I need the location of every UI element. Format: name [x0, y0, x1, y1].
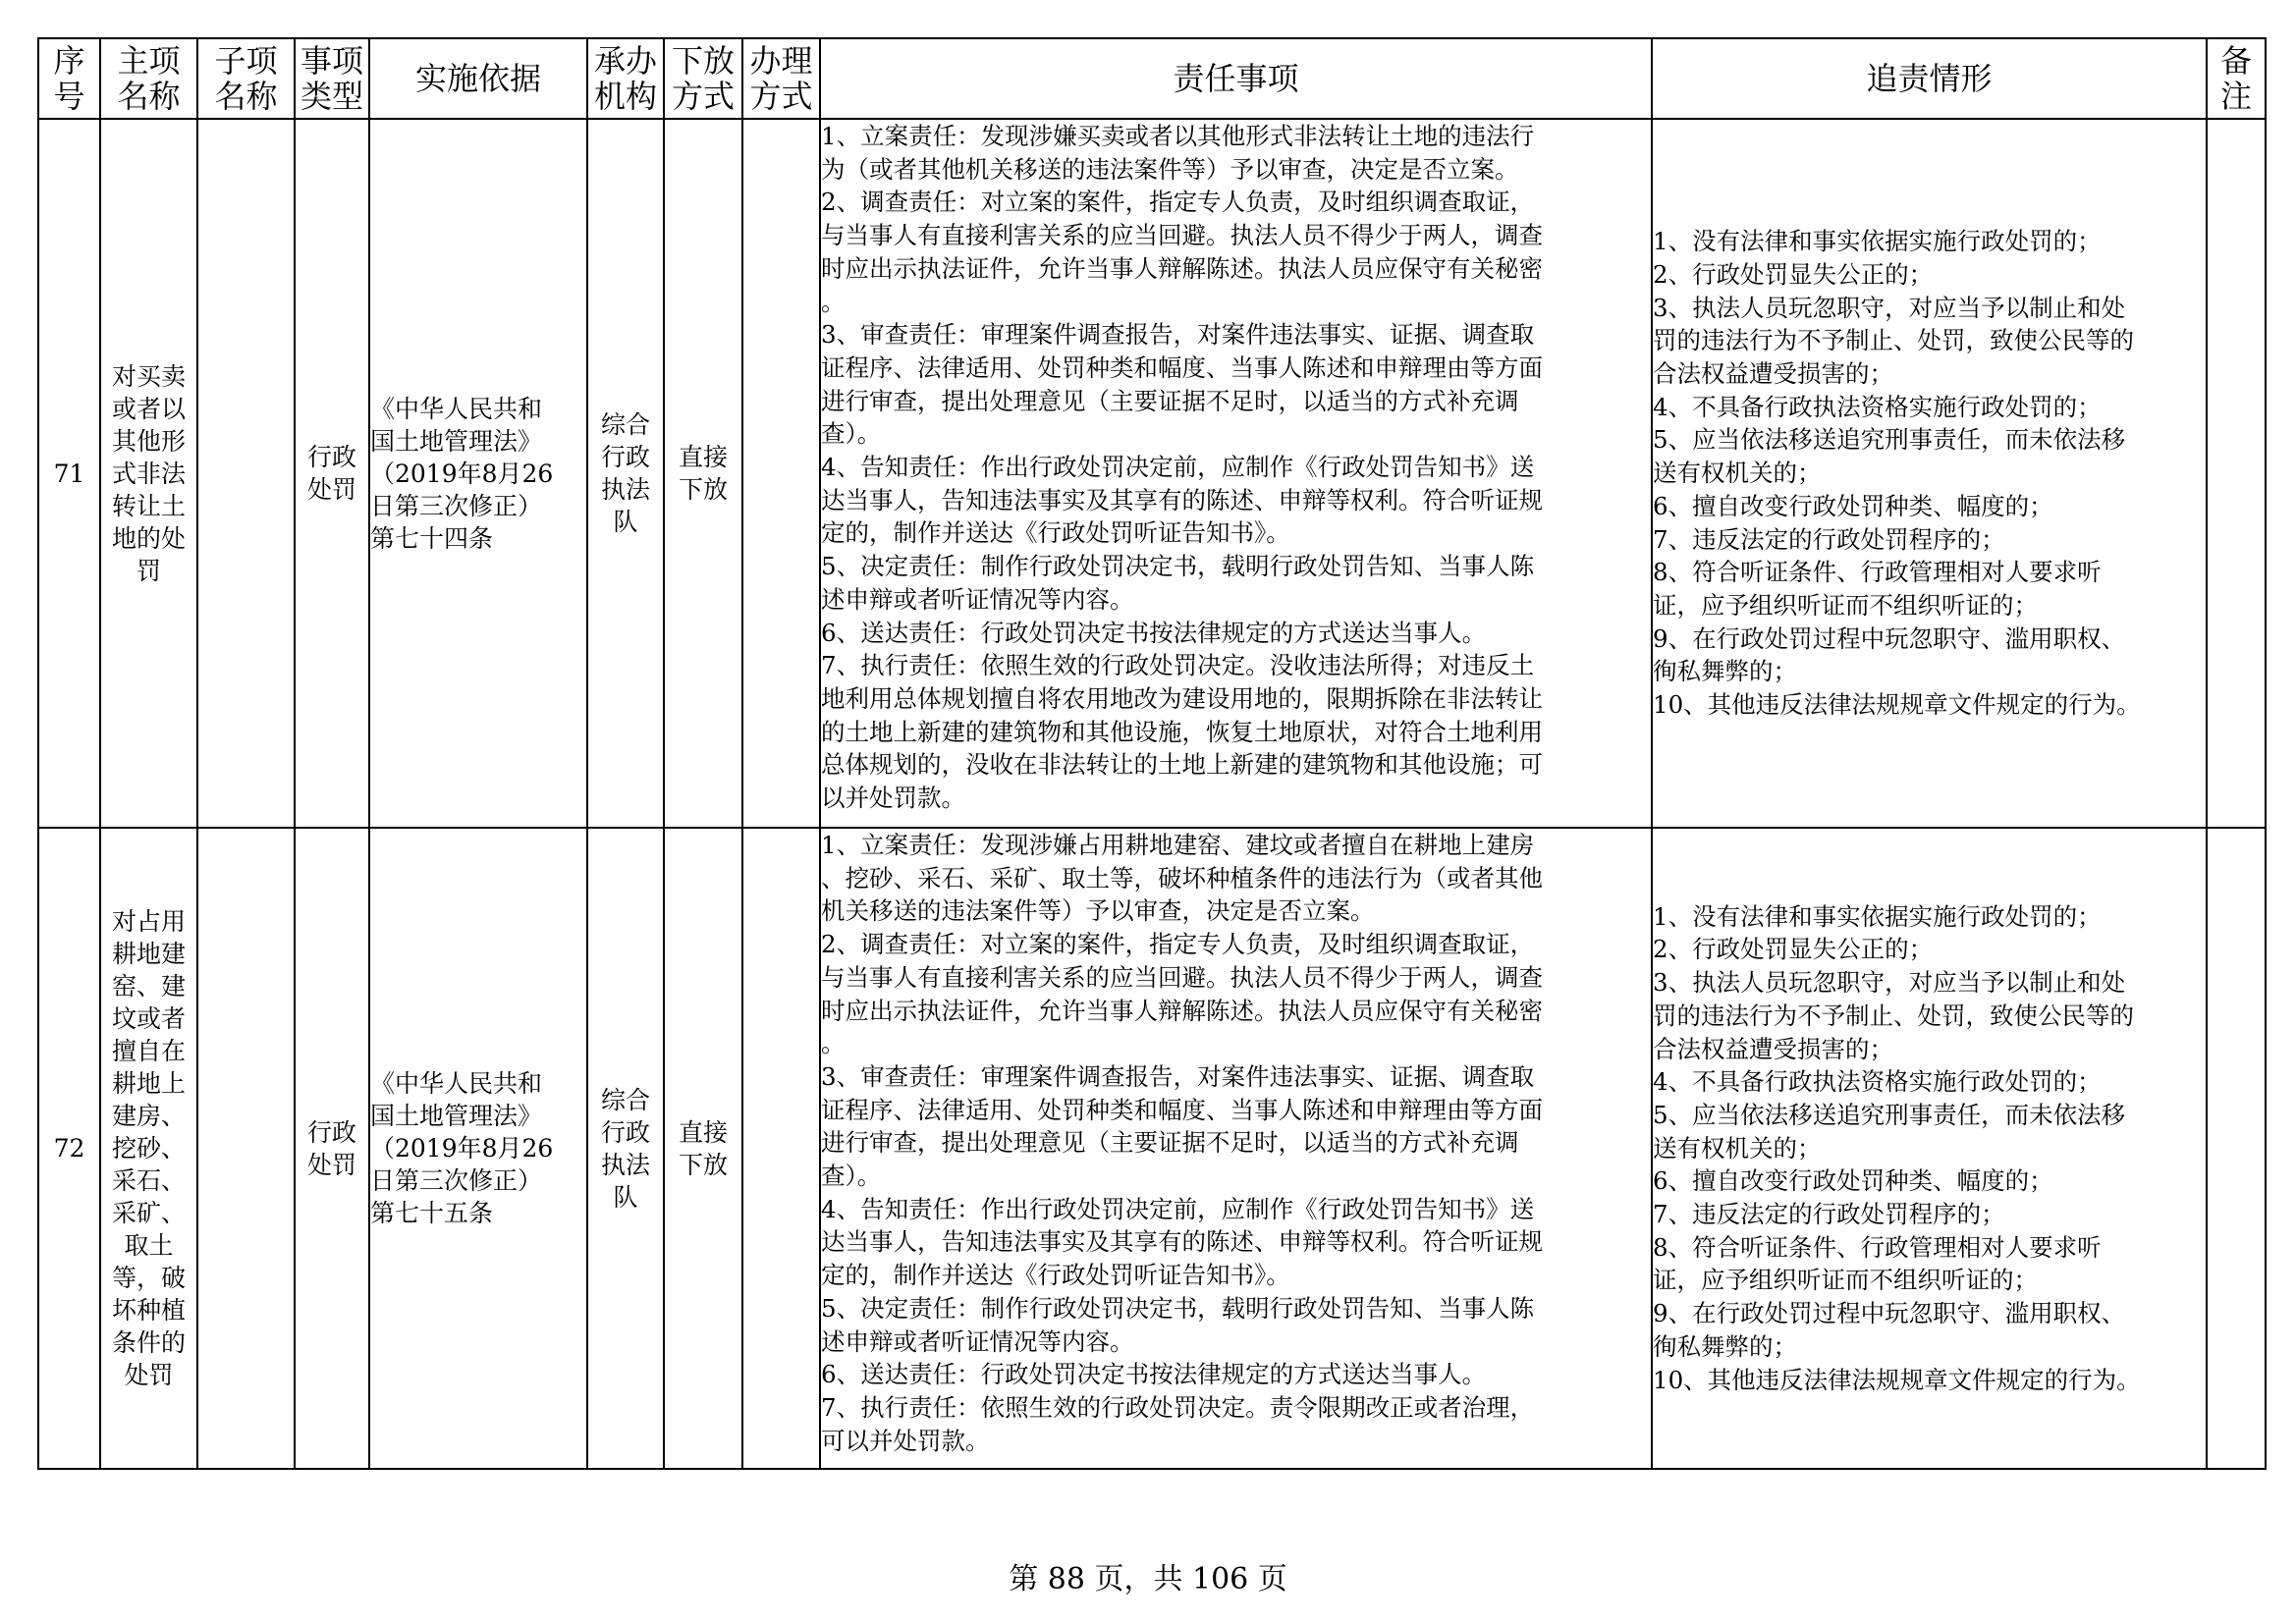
- text-line: 8、符合听证条件、行政管理相对人要求听: [1653, 1232, 2102, 1262]
- sub-item-cell: [197, 119, 295, 828]
- text-line: 2、调查责任：对立案的案件，指定专人负责，及时组织调查取证，: [821, 188, 1535, 217]
- text-line: 述申辩或者听证情况等内容。: [821, 584, 1134, 614]
- text-line: 的土地上新建的建筑物和其他设施，恢复土地原状，对符合土地利用: [821, 717, 1543, 746]
- accountability-cell: [1652, 828, 2207, 1469]
- text-line: 对买卖: [111, 361, 186, 391]
- text-line: 定的，制作并送达《行政处罚听证告知书》。: [821, 1261, 1290, 1290]
- table-row: [38, 828, 2266, 1469]
- text-line: 罚: [136, 556, 161, 585]
- text-line: 以并处罚款。: [821, 784, 965, 813]
- text-line: 国土地管理法》: [370, 426, 543, 456]
- agency-cell: [587, 828, 664, 1469]
- text-line: 3、执法人员玩忽职守，对应当予以制止和处: [1653, 293, 2126, 322]
- text-line: 条件的: [111, 1328, 186, 1357]
- header-seq: 序 号: [38, 38, 100, 119]
- text-line: 进行审查，提出处理意见（主要证据不足时，以适当的方式补充调: [821, 1128, 1519, 1158]
- text-line: 3、审查责任：审理案件调查报告，对案件违法事实、证据、调查取: [821, 320, 1535, 350]
- text-line: 查）。: [821, 1162, 882, 1191]
- text-line: 达当事人，告知违法事实及其享有的陈述、申辩等权利。符合听证规: [821, 1227, 1543, 1257]
- header-type: 事项 类型: [295, 38, 369, 119]
- seq-cell: 72: [38, 828, 100, 1469]
- text-line: 3、执法人员玩忽职守，对应当予以制止和处: [1653, 968, 2126, 998]
- text-line: 建房、: [111, 1102, 186, 1130]
- text-line: 为（或者其他机关移送的违法案件等）予以审查，决定是否立案。: [821, 154, 1519, 184]
- text-line: 9、在行政处罚过程中玩忽职守、滥用职权、: [1653, 623, 2126, 653]
- text-line: 罚的违法行为不予制止、处罚，致使公民等的: [1653, 326, 2134, 355]
- text-line: 5、应当依法移送追究刑事责任，而未依法移: [1653, 1100, 2126, 1129]
- text-line: 6、送达责任：行政处罚决定书按法律规定的方式送达当事人。: [821, 618, 1487, 647]
- text-line: 。: [821, 1029, 846, 1058]
- page-number: 第 88 页，共 106 页: [1009, 1562, 1287, 1596]
- text-line: 处罚: [306, 1150, 356, 1179]
- text-line: 10、其他违反法律法规规章文件规定的行为。: [1653, 690, 2141, 720]
- table-row: [38, 119, 2266, 828]
- remarks-cell: [2207, 828, 2266, 1469]
- text-line: 地利用总体规划擅自将农用地改为建设用地的，限期拆除在非法转让: [821, 683, 1543, 713]
- text-line: 9、在行政处罚过程中玩忽职守、滥用职权、: [1653, 1299, 2126, 1328]
- text-line: 地的处: [111, 523, 186, 553]
- text-line: 直接: [678, 1117, 728, 1147]
- text-line: 合法权益遭受损害的；: [1653, 1034, 1893, 1063]
- text-line: 5、决定责任：制作行政处罚决定书，载明行政处罚告知、当事人陈: [821, 552, 1535, 581]
- text-line: 机关移送的违法案件等）予以审查，决定是否立案。: [821, 896, 1375, 926]
- text-line: 直接: [678, 443, 728, 471]
- text-line: 取土: [124, 1231, 174, 1260]
- text-line: 证，应予组织听证而不组织听证的；: [1653, 1266, 2038, 1295]
- text-line: 挖砂、: [111, 1134, 186, 1163]
- header-handling: 办理 方式: [742, 38, 820, 119]
- text-line: 综合: [600, 410, 650, 439]
- text-line: 坟或者: [111, 1004, 186, 1033]
- text-line: 综合: [600, 1085, 650, 1114]
- text-line: 2、行政处罚显失公正的；: [1653, 935, 1934, 964]
- text-line: 5、决定责任：制作行政处罚决定书，载明行政处罚告知、当事人陈: [821, 1293, 1535, 1323]
- text-line: 下放: [678, 1150, 728, 1179]
- text-line: 罚的违法行为不予制止、处罚，致使公民等的: [1653, 1001, 2134, 1030]
- text-line: 执法: [600, 475, 650, 504]
- text-line: 坏种植: [111, 1296, 186, 1325]
- delegation-cell: [664, 119, 742, 828]
- text-line: 其他形: [111, 426, 186, 456]
- text-line: 6、擅自改变行政处罚种类、幅度的；: [1653, 1166, 2053, 1196]
- text-line: 1、没有法律和事实依据实施行政处罚的；: [1653, 227, 2102, 256]
- text-line: 行政: [306, 1117, 356, 1147]
- header-main-item: 主项 名称: [100, 38, 197, 119]
- text-line: 徇私舞弊的；: [1653, 1331, 1797, 1361]
- text-line: 时应出示执法证件，允许当事人辩解陈述。执法人员应保守有关秘密: [821, 253, 1543, 283]
- text-line: 耕地上: [111, 1069, 186, 1098]
- main-item-cell: [100, 119, 197, 828]
- header-agency: 承办 机构: [587, 38, 664, 119]
- accountability-cell: [1652, 119, 2207, 828]
- text-line: 查）。: [821, 419, 882, 449]
- text-line: 2、调查责任：对立案的案件，指定专人负责，及时组织调查取证，: [821, 930, 1535, 959]
- header-accountability: 追责情形: [1652, 38, 2207, 119]
- text-line: 7、违反法定的行政处罚程序的；: [1653, 1200, 2005, 1229]
- text-line: 8、符合听证条件、行政管理相对人要求听: [1653, 558, 2102, 587]
- text-line: 徇私舞弊的；: [1653, 657, 1797, 686]
- text-line: 日第三次修正）: [370, 491, 543, 520]
- responsibility-cell: [820, 119, 1652, 828]
- text-line: 。: [821, 287, 846, 316]
- text-line: 日第三次修正）: [370, 1166, 543, 1195]
- text-line: 达当事人，告知违法事实及其享有的陈述、申辩等权利。符合听证规: [821, 485, 1543, 514]
- responsibility-table: [37, 37, 2267, 1470]
- text-line: 4、不具备行政执法资格实施行政处罚的；: [1653, 1067, 2102, 1097]
- text-line: 可以并处罚款。: [821, 1426, 990, 1455]
- text-line: 7、执行责任：依照生效的行政处罚决定。责令限期改正或者治理，: [821, 1392, 1535, 1422]
- text-line: 采石、: [111, 1166, 186, 1195]
- text-line: 行政: [600, 1117, 650, 1147]
- sub-item-cell: [197, 828, 295, 1469]
- text-line: 国土地管理法》: [370, 1102, 543, 1130]
- basis-cell: [369, 828, 587, 1469]
- type-cell: [295, 119, 369, 828]
- text-line: 行政: [306, 443, 356, 471]
- text-line: 对占用: [111, 907, 186, 936]
- text-line: 述申辩或者听证情况等内容。: [821, 1326, 1134, 1356]
- agency-cell: [587, 119, 664, 828]
- handling-cell: [742, 828, 820, 1469]
- text-line: 时应出示执法证件，允许当事人辩解陈述。执法人员应保守有关秘密: [821, 996, 1543, 1025]
- header-delegation: 下放 方式: [664, 38, 742, 119]
- header-row: [38, 38, 2266, 119]
- text-line: 耕地建: [111, 940, 186, 968]
- text-line: 等，破: [111, 1264, 186, 1292]
- text-line: 总体规划的，没收在非法转让的土地上新建的建筑物和其他设施；可: [821, 750, 1543, 780]
- text-line: 第七十五条: [370, 1199, 494, 1227]
- remarks-cell: [2207, 119, 2266, 828]
- text-line: 采矿、: [111, 1199, 186, 1227]
- text-line: 处罚: [306, 475, 356, 504]
- responsibility-cell: [820, 828, 1652, 1469]
- text-line: 处罚: [124, 1361, 174, 1389]
- header-remarks: 备 注: [2207, 38, 2266, 119]
- text-line: 证，应予组织听证而不组织听证的；: [1653, 590, 2038, 620]
- text-line: 合法权益遭受损害的；: [1653, 359, 1893, 389]
- text-line: 1、立案责任：发现涉嫌占用耕地建窑、建坟或者擅自在耕地上建房: [821, 831, 1535, 859]
- seq-cell: 71: [38, 119, 100, 828]
- main-item-cell: [100, 828, 197, 1469]
- text-line: 擅自在: [111, 1037, 186, 1065]
- type-cell: [295, 828, 369, 1469]
- text-line: 、挖砂、采石、采矿、取土等，破坏种植条件的违法行为（或者其他: [821, 863, 1543, 893]
- text-line: 7、违反法定的行政处罚程序的；: [1653, 524, 2005, 554]
- text-line: 下放: [678, 475, 728, 504]
- delegation-cell: [664, 828, 742, 1469]
- header-basis: 实施依据: [369, 38, 587, 119]
- text-line: 进行审查，提出处理意见（主要证据不足时，以适当的方式补充调: [821, 386, 1519, 415]
- text-line: 队: [613, 1182, 638, 1212]
- text-line: 3、审查责任：审理案件调查报告，对案件违法事实、证据、调查取: [821, 1061, 1535, 1091]
- text-line: 执法: [600, 1150, 650, 1179]
- handling-cell: [742, 119, 820, 828]
- text-line: 《中华人民共和: [370, 394, 543, 423]
- text-line: 送有权机关的；: [1653, 459, 1822, 488]
- text-line: 《中华人民共和: [370, 1069, 543, 1098]
- text-line: 1、立案责任：发现涉嫌买卖或者以其他形式非法转让土地的违法行: [821, 122, 1535, 150]
- text-line: 证程序、法律适用、处罚种类和幅度、当事人陈述和申辩理由等方面: [821, 352, 1543, 382]
- text-line: 证程序、法律适用、处罚种类和幅度、当事人陈述和申辩理由等方面: [821, 1095, 1543, 1124]
- text-line: 与当事人有直接利害关系的应当回避。执法人员不得少于两人，调查: [821, 962, 1543, 992]
- text-line: 4、不具备行政执法资格实施行政处罚的；: [1653, 392, 2102, 421]
- text-line: 7、执行责任：依照生效的行政处罚决定。没收违法所得；对违反土: [821, 651, 1535, 680]
- text-line: 10、其他违反法律法规规章文件规定的行为。: [1653, 1365, 2141, 1394]
- text-line: 5、应当依法移送追究刑事责任，而未依法移: [1653, 425, 2126, 455]
- text-line: 第七十四条: [370, 523, 494, 553]
- text-line: （2019年8月26: [370, 1134, 554, 1163]
- text-line: 4、告知责任：作出行政处罚决定前，应制作《行政处罚告知书》送: [821, 1194, 1535, 1223]
- header-responsibility: 责任事项: [820, 38, 1652, 119]
- text-line: 转让土: [111, 491, 186, 520]
- text-line: 4、告知责任：作出行政处罚决定前，应制作《行政处罚告知书》送: [821, 453, 1535, 482]
- text-line: 式非法: [111, 459, 186, 488]
- text-line: （2019年8月26: [370, 459, 554, 488]
- header-sub-item: 子项 名称: [197, 38, 295, 119]
- text-line: 送有权机关的；: [1653, 1133, 1822, 1163]
- text-line: 队: [613, 508, 638, 536]
- text-line: 定的，制作并送达《行政处罚听证告知书》。: [821, 518, 1290, 548]
- text-line: 行政: [600, 443, 650, 471]
- text-line: 与当事人有直接利害关系的应当回避。执法人员不得少于两人，调查: [821, 221, 1543, 250]
- text-line: 6、擅自改变行政处罚种类、幅度的；: [1653, 491, 2053, 520]
- text-line: 6、送达责任：行政处罚决定书按法律规定的方式送达当事人。: [821, 1360, 1487, 1389]
- text-line: 1、没有法律和事实依据实施行政处罚的；: [1653, 901, 2102, 931]
- text-line: 窑、建: [111, 972, 186, 1001]
- text-line: 2、行政处罚显失公正的；: [1653, 259, 1934, 289]
- basis-cell: [369, 119, 587, 828]
- text-line: 或者以: [111, 394, 186, 423]
